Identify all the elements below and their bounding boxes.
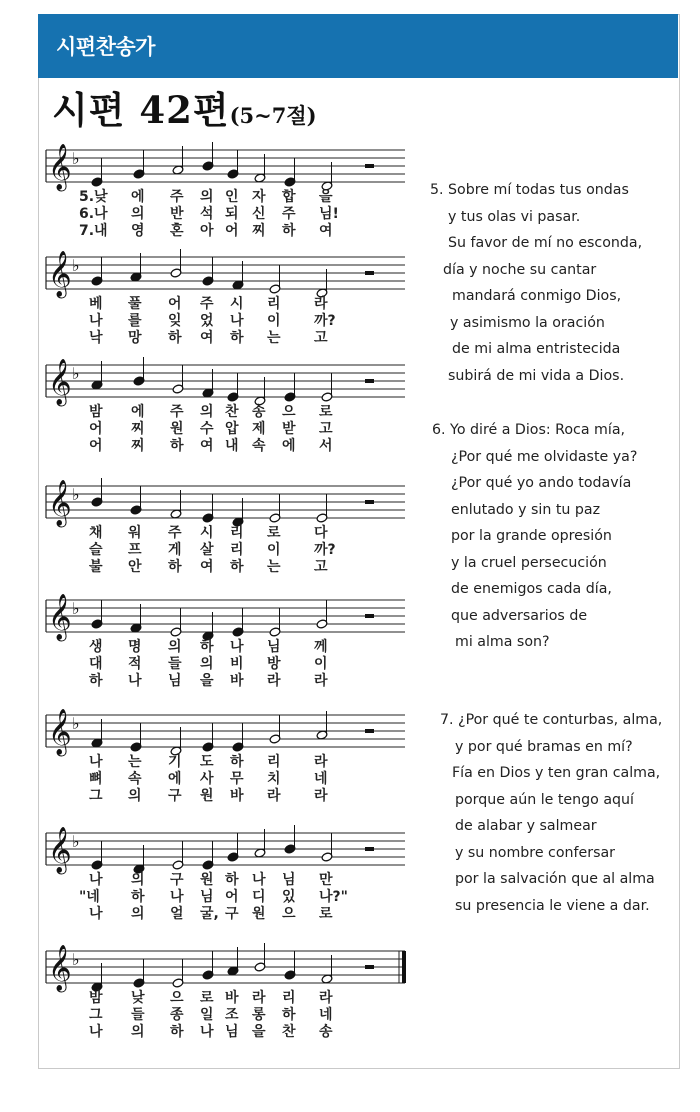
lyric-syllable: 라 [267,788,281,804]
verse-line: día y noche su cantar [443,261,597,278]
half-rest-icon [365,965,374,969]
verse-line: de alabar y salmear [455,818,597,834]
lyric-syllable: 바 [225,990,239,1006]
lyric-syllable: 찬 [282,1024,296,1040]
lyric-syllable: 에 [282,438,296,454]
lyric-syllable: 대 [89,656,103,672]
lyric-syllable: 의 [128,788,142,804]
lyric-syllable: 하 [225,872,239,888]
lyric-syllable: 치 [267,771,281,787]
lyric-syllable: 님 [225,1024,239,1040]
lyric-syllable: 님 [200,889,214,905]
lyric-syllable: 서 [319,438,333,454]
lyric-syllable: 불 [89,559,103,575]
lyric-syllable: 었 [200,313,214,329]
staff-system [46,478,405,528]
verse-range: (5~7절) [229,103,317,128]
verse-line: y tus olas vi pasar. [448,208,581,225]
verse-line: ¿Por qué yo ando todavía [451,475,632,491]
lyric-syllable: 를 [128,313,142,329]
lyric-syllable: 으 [282,906,296,922]
lyric-syllable: 찌 [131,421,145,437]
lyric-syllable: 에 [168,771,182,787]
lyric-syllable: 이 [267,542,281,558]
lyric-syllable: 아 [200,223,214,239]
lyric-syllable: 그 [89,1007,103,1023]
verse-line: mandará conmigo Dios, [452,288,622,304]
lyric-syllable: 있 [282,889,296,905]
lyric-syllable: 원 [170,421,184,437]
half-rest-icon [365,500,374,504]
lyric-syllable: 하 [131,889,145,905]
half-rest-icon [365,271,374,275]
lyric-syllable: 하 [282,223,296,239]
lyric-syllable: 에 [131,404,145,420]
lyric-syllable: 일 [200,1007,214,1023]
verse-line: y su nombre confersar [455,844,616,861]
lyric-syllable: 도 [200,754,214,770]
lyric-syllable: 안 [128,559,142,575]
lyric-syllable: 하 [168,559,182,575]
lyric-syllable: 속 [252,438,266,454]
flat-sign-icon: ♭ [72,714,80,733]
lyric-syllable: 속 [128,771,142,787]
lyric-syllable: 라 [319,990,333,1006]
flat-sign-icon: ♭ [72,149,80,168]
lyric-syllable: 의 [200,656,214,672]
verse-line: 7. ¿Por qué te conturbas, alma, [440,712,663,728]
lyric-syllable: 하 [282,1007,296,1023]
lyric-syllable: 시 [230,296,244,312]
lyric-syllable: 나 [230,313,244,329]
lyric-syllable: 제 [252,421,266,437]
lyric-syllable: 방 [267,656,281,672]
lyric-syllable: 어 [89,438,103,454]
lyric-syllable: 사 [200,771,214,787]
lyric-syllable: 종 [170,1007,184,1023]
verse-line: de mi alma entristecida [452,341,621,357]
lyric-syllable: 까? [314,313,336,329]
treble-clef-icon: 𝄞 [48,359,72,405]
lyric-syllable: 압 [225,421,239,437]
lyric-syllable: 라 [314,673,328,689]
lyric-syllable: 반 [170,206,184,222]
verse-line: por la grande opresión [451,528,612,544]
lyric-syllable: "네 [79,889,100,905]
lyric-syllable: 라 [314,296,328,312]
lyric-syllable: 로 [200,990,214,1006]
lyric-syllable: 명 [128,639,142,655]
staff-system [46,709,405,757]
lyric-syllable: 수 [200,421,214,437]
lyric-syllable: 님 [168,673,182,689]
lyric-syllable: 하 [230,330,244,346]
lyric-syllable: 무 [230,771,244,787]
lyric-syllable: 리 [230,542,244,558]
lyric-syllable: 어 [168,296,182,312]
lyric-syllable: 고 [314,559,328,575]
lyric-syllable: 뼈 [89,771,103,787]
lyric-syllable: 하 [230,559,244,575]
lyric-syllable: 을 [319,189,333,205]
staff-system [46,357,405,407]
lyric-syllable: 고 [319,421,333,437]
lyric-syllable: 풀 [128,296,142,312]
lyric-syllable: 리 [282,990,296,1006]
lyric-syllable: 이 [314,656,328,672]
lyric-syllable: 기 [168,754,182,770]
lyric-syllable: 하 [89,673,103,689]
lyric-syllable: 베 [89,296,103,312]
lyric-syllable: 망 [128,330,142,346]
lyric-syllable: 을 [200,673,214,689]
verse-line: y asimismo la oración [450,314,605,331]
verse-line: 5. Sobre mí todas tus ondas [430,182,629,198]
half-rest-icon [365,164,374,168]
treble-clef-icon: 𝄞 [48,945,72,991]
lyric-syllable: 영 [131,223,145,239]
verse-line: que adversarios de [451,607,588,624]
treble-clef-icon: 𝄞 [48,144,72,190]
lyric-syllable: 원 [252,906,266,922]
half-rest-icon [365,614,374,618]
lyric-syllable: 하 [200,639,214,655]
lyric-syllable: 원 [200,872,214,888]
lyric-syllable: 나 [252,872,266,888]
lyric-syllable: 하 [230,754,244,770]
lyric-syllable: 살 [200,542,214,558]
lyric-syllable: 하 [170,1024,184,1040]
lyric-syllable: 께 [314,639,328,655]
lyric-syllable: 로 [319,906,333,922]
lyric-syllable: 슬 [89,542,103,558]
verse-line: de enemigos cada día, [451,581,612,597]
lyric-syllable: 합 [282,189,296,205]
header-title: 시편찬송가 [56,35,155,59]
lyric-syllable: 나 [89,313,103,329]
lyric-syllable: 송 [252,404,266,420]
lyric-syllable: 롱 [252,1007,266,1023]
lyric-syllable: 여 [200,438,214,454]
flat-sign-icon: ♭ [72,364,80,383]
verse-line: subirá de mi vida a Dios. [448,367,625,384]
lyric-syllable: 밤 [89,990,103,1006]
lyric-syllable: 얼 [170,906,184,922]
lyric-syllable: 이 [267,313,281,329]
lyric-syllable: 님! [319,206,339,222]
lyric-syllable: 네 [319,1007,333,1023]
lyric-syllable: 리 [267,296,281,312]
lyric-syllable: 주 [170,189,184,205]
lyric-syllable: 혼 [170,223,184,239]
lyric-syllable: 7.내 [79,223,108,239]
staff-system [46,142,405,192]
lyric-syllable: 구 [168,788,182,804]
lyric-syllable: 하 [168,330,182,346]
lyric-syllable: 나 [170,889,184,905]
lyric-syllable: 으 [170,990,184,1006]
lyric-syllable: 하 [170,438,184,454]
lyric-syllable: 네 [314,771,328,787]
lyric-syllable: 낙 [89,330,103,346]
lyric-syllable: 6.나 [79,206,108,222]
flat-sign-icon: ♭ [72,599,80,618]
lyric-syllable: 여 [319,223,333,239]
treble-clef-icon: 𝄞 [48,827,72,873]
verse-line: ¿Por qué me olvidaste ya? [451,448,638,465]
lyric-syllable: 그 [89,788,103,804]
lyric-syllable: 의 [131,206,145,222]
lyric-syllable: 나 [89,906,103,922]
staff-system [46,594,405,642]
lyric-syllable: 여 [200,559,214,575]
flat-sign-icon: ♭ [72,950,80,969]
lyric-syllable: 구 [170,872,184,888]
lyric-syllable: 석 [200,206,214,222]
lyric-syllable: 송 [319,1024,333,1040]
lyric-syllable: 잊 [168,313,182,329]
lyric-syllable: 나 [230,639,244,655]
lyric-syllable: 인 [225,189,239,205]
lyric-syllable: 여 [200,330,214,346]
verse-line: 6. Yo diré a Dios: Roca mía, [432,422,626,438]
flat-sign-icon: ♭ [72,485,80,504]
verse-line: Fía en Dios y ten gran calma, [452,765,661,781]
lyric-syllable: 나 [200,1024,214,1040]
lyric-syllable: 들 [168,656,182,672]
lyric-syllable: 신 [252,206,266,222]
lyric-syllable: 는 [267,559,281,575]
lyric-syllable: 원 [200,788,214,804]
verse-line: por la salvación que al alma [455,871,655,887]
lyric-syllable: 로 [267,525,281,541]
lyric-syllable: 는 [128,754,142,770]
lyric-syllable: 자 [252,189,266,205]
lyric-syllable: 나 [89,1024,103,1040]
staff-system [46,249,405,299]
lyric-syllable: 님 [267,639,281,655]
lyric-syllable: 님 [282,872,296,888]
psalm-title: 시편 42편 [52,88,230,132]
lyric-syllable: 들 [131,1007,145,1023]
lyric-syllable: 까? [314,542,336,558]
verse-line: porque aún le tengo aquí [455,791,634,808]
verse-line: su presencia le viene a dar. [455,897,650,914]
lyric-syllable: 채 [89,525,103,541]
lyric-syllable: 주 [168,525,182,541]
lyric-syllable: 리 [267,754,281,770]
lyric-syllable: 에 [131,189,145,205]
lyric-syllable: 밤 [89,404,103,420]
lyric-syllable: 내 [225,438,239,454]
lyric-syllable: 의 [200,404,214,420]
lyric-syllable: 디 [252,889,266,905]
lyric-syllable: 의 [168,639,182,655]
lyric-syllable: 리 [230,525,244,541]
treble-clef-icon: 𝄞 [48,251,72,297]
lyric-syllable: 라 [314,788,328,804]
lyric-syllable: 구 [225,906,239,922]
verse-line: enlutado y sin tu paz [451,501,601,518]
lyric-syllable: 어 [89,421,103,437]
staff-system [46,825,405,875]
lyric-syllable: 워 [128,525,142,541]
treble-clef-icon: 𝄞 [48,480,72,526]
lyric-syllable: 조 [225,1007,239,1023]
lyric-syllable: 적 [128,656,142,672]
half-rest-icon [365,379,374,383]
lyric-syllable: 의 [131,1024,145,1040]
verse-line: mi alma son? [455,634,550,650]
lyric-syllable: 굴, [200,906,219,922]
lyric-syllable: 로 [319,404,333,420]
lyric-syllable: 5.낮 [79,189,108,205]
lyric-syllable: 의 [131,906,145,922]
lyric-syllable: 나 [89,872,103,888]
verse-line: y por qué bramas en mí? [455,738,633,755]
lyric-syllable: 바 [230,788,244,804]
lyric-syllable: 찬 [225,404,239,420]
half-rest-icon [365,847,374,851]
lyric-syllable: 라 [314,754,328,770]
lyric-syllable: 어 [225,223,239,239]
lyric-syllable: 나 [89,754,103,770]
lyric-syllable: 바 [230,673,244,689]
lyric-syllable: 찌 [252,223,266,239]
flat-sign-icon: ♭ [72,256,80,275]
lyric-syllable: 의 [200,189,214,205]
lyric-syllable: 고 [314,330,328,346]
staff-system [46,943,405,993]
lyric-syllable: 다 [314,525,328,541]
lyric-syllable: 되 [225,206,239,222]
verse-line: y la cruel persecución [451,554,607,571]
treble-clef-icon: 𝄞 [48,709,72,755]
lyric-syllable: 생 [89,639,103,655]
lyric-syllable: 어 [225,889,239,905]
lyric-syllable: 라 [252,990,266,1006]
treble-clef-icon: 𝄞 [48,594,72,640]
lyric-syllable: 주 [200,296,214,312]
lyric-syllable: 으 [282,404,296,420]
lyric-syllable: 주 [170,404,184,420]
lyric-syllable: 라 [267,673,281,689]
verse-line: Su favor de mí no esconda, [448,235,643,251]
lyric-syllable: 만 [319,872,333,888]
lyric-syllable: 의 [131,872,145,888]
lyric-syllable: 을 [252,1024,266,1040]
lyric-syllable: 받 [282,421,296,437]
lyric-syllable: 주 [282,206,296,222]
lyric-syllable: 시 [200,525,214,541]
lyric-syllable: 낮 [131,990,145,1006]
flat-sign-icon: ♭ [72,832,80,851]
half-rest-icon [365,729,374,733]
lyric-syllable: 는 [267,330,281,346]
lyric-syllable: 프 [128,542,142,558]
lyric-syllable: 게 [168,542,182,558]
lyric-syllable: 나 [128,673,142,689]
lyric-syllable: 찌 [131,438,145,454]
lyric-syllable: 비 [230,656,244,672]
lyric-syllable: 나?" [319,889,348,905]
